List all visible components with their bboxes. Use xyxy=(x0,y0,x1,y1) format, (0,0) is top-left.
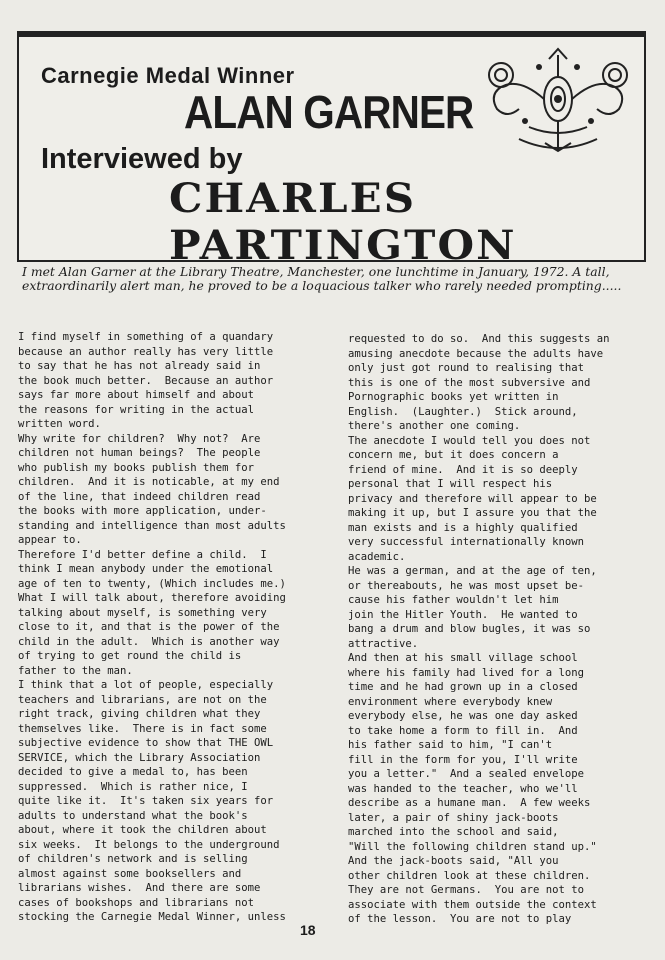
text-line: environment where everybody knew xyxy=(348,695,553,708)
text-line: or thereabouts, he was most upset be- xyxy=(348,579,584,592)
intro-paragraph: I met Alan Garner at the Library Theatre, Manchester, one lunchtime in January, 1972. A tall, extraordinarily alert man, he proved to be a loquacious talker who rarely needed prompting..... xyxy=(22,264,622,293)
text-line: of children's network and is selling xyxy=(18,853,248,865)
text-line: appear to. xyxy=(18,534,82,546)
text-line: the reasons for writing in the actual xyxy=(18,403,254,416)
text-line: concern me, but it does concern a xyxy=(348,449,559,461)
text-line: associate with them outside the context xyxy=(348,898,597,911)
interviewed-by-label: Interviewed by xyxy=(41,143,243,175)
text-line: teachers and librarians, are not on the xyxy=(18,693,267,706)
title-box xyxy=(17,31,646,269)
text-line: close to it, and that is the power of the xyxy=(18,621,280,633)
text-line: themselves like. There is in fact some xyxy=(18,722,267,735)
text-line: making it up, but I assure you that the xyxy=(348,507,597,519)
text-line: Pornographic books yet written in xyxy=(348,391,559,403)
text-line: six weeks. It belongs to the underground xyxy=(18,838,280,851)
text-line: his father said to him, "I can't xyxy=(348,739,553,751)
author-name: ALAN GARNER xyxy=(184,86,474,138)
text-line: says far more about himself and about xyxy=(18,389,254,401)
right-column xyxy=(348,332,648,927)
text-line: subjective evidence to show that THE OWL xyxy=(18,737,274,749)
text-line: adults to understand what the book's xyxy=(18,809,248,822)
text-line: friend of mine. And it is so deeply xyxy=(348,463,578,476)
text-line: personal that I will respect his xyxy=(348,478,553,490)
text-line: suppressed. Which is rather nice, I xyxy=(18,780,248,793)
text-line: What I will talk about, therefore avoiding xyxy=(18,592,286,604)
page-number: 18 xyxy=(300,922,316,938)
text-line: was handed to the teacher, who we'll xyxy=(348,782,578,795)
text-line: you a letter." And a sealed envelope xyxy=(348,768,584,780)
text-line: "Will the following children stand up." xyxy=(348,840,597,853)
text-line: amusing anecdote because the adults have xyxy=(348,347,604,360)
text-line: other children look at these children. xyxy=(348,869,591,882)
text-line: And the jack-boots said, "All you xyxy=(348,855,559,867)
text-line: The anecdote I would tell you does not xyxy=(348,434,591,447)
text-line: talking about myself, is something very xyxy=(18,606,267,619)
text-line: standing and intelligence than most adults xyxy=(18,519,286,532)
text-line: Therefore I'd better define a child. I xyxy=(18,548,267,561)
text-line: stocking the Carnegie Medal Winner, unless xyxy=(18,911,286,923)
text-line: everybody else, he was one day asked xyxy=(348,710,578,722)
text-line: English. (Laughter.) Stick around, xyxy=(348,405,578,418)
text-line: who publish my books publish them for xyxy=(18,461,254,474)
text-line: I find myself in something of a quandary xyxy=(18,331,274,343)
text-line: right track, giving children what they xyxy=(18,708,261,720)
text-line: about, where it took the children about xyxy=(18,824,267,836)
text-line: there's another one coming. xyxy=(348,420,521,432)
text-line: Why write for children? Why not? Are xyxy=(18,432,261,445)
text-line: quite like it. It's taken six years for xyxy=(18,795,274,807)
text-line: time and he had grown up in a closed xyxy=(348,681,578,693)
text-line: of trying to get round the child is xyxy=(18,650,242,662)
text-line: attractive. xyxy=(348,637,419,650)
text-line: bang a drum and blow bugles, it was so xyxy=(348,623,591,635)
text-line: to take home a form to fill in. And xyxy=(348,724,578,737)
text-line: of the lesson. You are not to play xyxy=(348,913,572,925)
text-line: And then at his small village school xyxy=(348,652,578,664)
text-line: because an author really has very little xyxy=(18,345,274,358)
text-line: almost against some booksellers and xyxy=(18,867,242,880)
text-line: father to the man. xyxy=(18,664,133,677)
text-line: SERVICE, which the Library Association xyxy=(18,751,261,764)
text-line: later, a pair of shiny jack-boots xyxy=(348,811,559,824)
text-line: I think that a lot of people, especially xyxy=(18,679,274,691)
text-line: academic. xyxy=(348,550,406,563)
text-line: to say that he has not already said in xyxy=(18,360,261,372)
text-line: this is one of the most subversive and xyxy=(348,376,591,389)
text-line: children. And it is noticable, at my end xyxy=(18,476,280,488)
text-line: age of ten to twenty, (Which includes me.) xyxy=(18,577,286,590)
text-line: cases of bookshops and librarians not xyxy=(18,896,254,909)
text-line: librarians wishes. And there are some xyxy=(18,882,261,894)
subtitle-award: Carnegie Medal Winner xyxy=(41,63,295,88)
text-line: describe as a humane man. A few weeks xyxy=(348,797,591,809)
text-line: marched into the school and said, xyxy=(348,826,559,838)
text-line: of the line, that indeed children read xyxy=(18,490,261,503)
text-line: children not human beings? The people xyxy=(18,447,261,459)
text-line: join the Hitler Youth. He wanted to xyxy=(348,608,578,621)
text-line: man exists and is a highly qualified xyxy=(348,521,578,534)
text-line: decided to give a medal to, has been xyxy=(18,766,248,778)
text-line: think I mean anybody under the emotional xyxy=(18,563,274,575)
text-line: very successful internationally known xyxy=(348,536,584,548)
text-line: privacy and therefore will appear to be xyxy=(348,492,597,505)
text-line: They are not Germans. You are not to xyxy=(348,884,584,896)
floral-ornament-icon xyxy=(479,47,637,157)
text-line: fill in the form for you, I'll write xyxy=(348,753,578,766)
text-line: where his family had lived for a long xyxy=(348,666,584,679)
text-line: child in the adult. Which is another way xyxy=(18,635,280,648)
text-line: He was a german, and at the age of ten, xyxy=(348,565,597,577)
interviewer-name: CHARLES PARTINGTON xyxy=(169,175,517,269)
text-line: requested to do so. And this suggests an xyxy=(348,333,610,345)
text-line: cause his father wouldn't let him xyxy=(348,594,559,606)
text-line: written word. xyxy=(18,418,101,430)
text-line: the books with more application, under- xyxy=(18,505,267,517)
left-column xyxy=(18,330,318,925)
text-line: the book much better. Because an author xyxy=(18,374,274,387)
text-line: only just got round to realising that xyxy=(348,362,584,374)
